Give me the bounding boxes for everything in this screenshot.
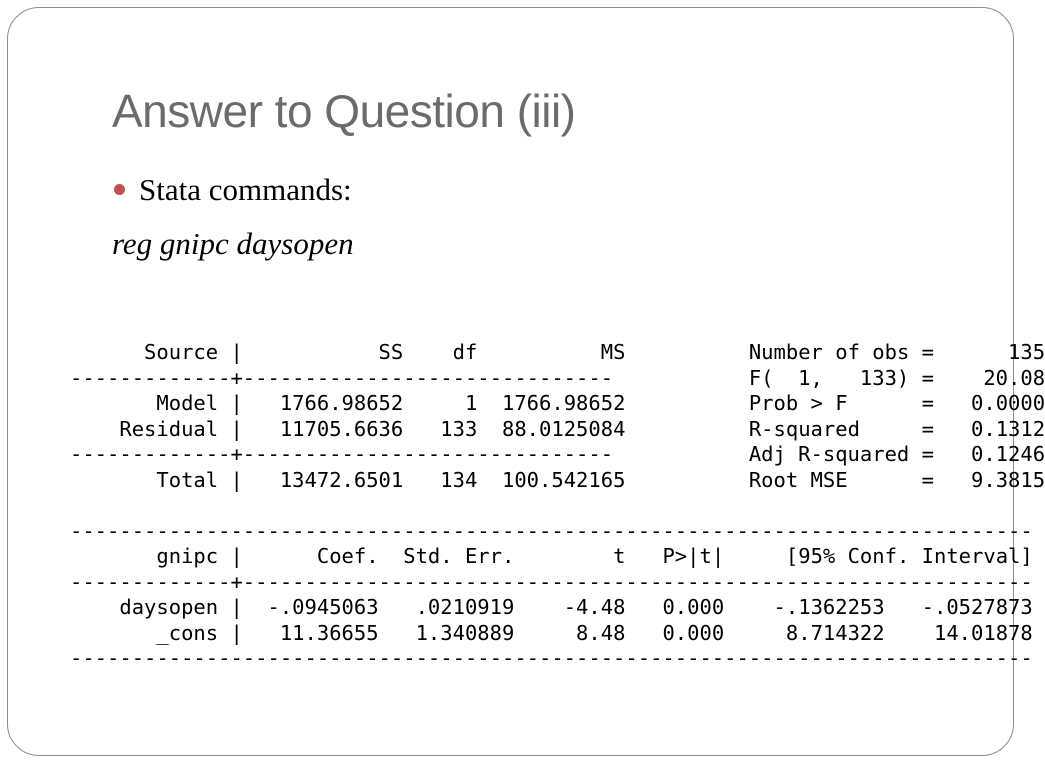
coef-bottom-rule: ------------------------------------------------------------------------------ [70, 646, 1033, 670]
coef-se-cell: .0210919 [378, 595, 515, 619]
fit-stat-label: Number of obs [748, 340, 910, 364]
anova-row-total: Total | 13472.6501 134 100.542165 Root MSE = 9.3815 [70, 467, 1045, 492]
anova-ms-cell: 1766.98652 [477, 391, 626, 415]
fit-stat-label: Prob > F [748, 391, 910, 415]
coef-se-cell: 1.340889 [378, 620, 515, 645]
fit-stat-value: 0.0000 [946, 391, 1045, 415]
coef-p-cell: 0.000 [625, 595, 725, 619]
anova-header-line: Source | SS df MS Number of obs = 135 [70, 340, 1045, 364]
coef-header-coef: Coef. [242, 544, 379, 568]
stata-command: reg gnipc daysopen [112, 226, 354, 261]
anova-divider-line: -------------+------------------------------ Adj R-squared = 0.1246 [70, 442, 1045, 466]
coef-t-cell: -4.48 [514, 595, 626, 619]
anova-row-model: Model | 1766.98652 1 1766.98652 Prob > F = 0.0000 [70, 391, 1045, 415]
anova-ss-cell: 1766.98652 [242, 391, 404, 415]
fit-stat-value: 135 [946, 340, 1045, 364]
anova-ss-cell: 13472.6501 [242, 467, 404, 492]
coef-p-cell: 0.000 [625, 620, 725, 645]
fit-stat-label: Root MSE [748, 467, 910, 492]
anova-row-residual: Residual | 11705.6636 133 88.0125084 R-squared = 0.1312 [70, 416, 1045, 441]
coef-header-ci: [95% Conf. Interval] [724, 544, 1033, 568]
coef-header-se: Std. Err. [378, 544, 515, 568]
coef-ci-low-cell: -.1362253 [724, 595, 885, 619]
anova-source-cell: Model [70, 391, 219, 415]
slide-title: Answer to Question (iii) [112, 85, 576, 137]
coef-row-daysopen: daysopen | -.0945063 .0210919 -4.48 0.000 -.1362253 -.0527873 [70, 595, 1033, 619]
fit-stat-label: Adj R-squared [748, 442, 910, 466]
anova-ms-cell: 100.542165 [477, 467, 626, 492]
bullet-item [114, 172, 352, 208]
coef-t-cell: 8.48 [514, 620, 626, 645]
anova-df-cell: 1 [403, 391, 478, 415]
coef-top-rule: ------------------------------------------------------------------------------ [70, 518, 1033, 543]
coef-header-t: t [514, 544, 626, 568]
blank-line [70, 493, 1045, 519]
anova-source-cell: Total [70, 467, 219, 492]
anova-divider-line: -------------+------------------------------ F( 1, 133) = 20.08 [70, 365, 1045, 390]
coef-var-cell: _cons [70, 620, 219, 645]
fit-stat-value: 0.1312 [946, 416, 1045, 441]
coef-value-cell: 11.36655 [242, 620, 379, 645]
coef-var-cell: daysopen [70, 595, 219, 619]
bullet-dot-icon [114, 184, 125, 195]
stata-regression-output [70, 340, 1045, 672]
anova-header-df: df [403, 340, 478, 364]
anova-ms-cell: 88.0125084 [477, 416, 626, 441]
anova-header-ss: SS [242, 340, 404, 364]
anova-header-ms: MS [477, 340, 626, 364]
fit-stat-value: 20.08 [946, 365, 1045, 390]
fit-stat-label: F( 1, 133) [748, 365, 910, 390]
fit-stat-value: 9.3815 [946, 467, 1045, 492]
coef-divider-line: -------------+---------------------------------------------------------------- [70, 569, 1033, 594]
anova-header-source: Source [70, 340, 219, 364]
coef-ci-high-cell: 14.01878 [884, 620, 1033, 645]
anova-df-cell: 134 [403, 467, 478, 492]
coef-ci-high-cell: -.0527873 [884, 595, 1033, 619]
anova-source-cell: Residual [70, 416, 219, 441]
anova-df-cell: 133 [403, 416, 478, 441]
anova-ss-cell: 11705.6636 [242, 416, 404, 441]
coef-row-cons: _cons | 11.36655 1.340889 8.48 0.000 8.714322 14.01878 [70, 620, 1033, 645]
bullet-text: Stata commands: [139, 172, 352, 207]
coef-value-cell: -.0945063 [242, 595, 379, 619]
coef-header-p: P>|t| [625, 544, 725, 568]
fit-stat-label: R-squared [748, 416, 910, 441]
coef-ci-low-cell: 8.714322 [724, 620, 885, 645]
coef-header-var: gnipc [70, 544, 219, 568]
coef-header-line: gnipc | Coef. Std. Err. t P>|t| [95% Conf. Interval] [70, 544, 1033, 568]
fit-stat-value: 0.1246 [946, 442, 1045, 466]
